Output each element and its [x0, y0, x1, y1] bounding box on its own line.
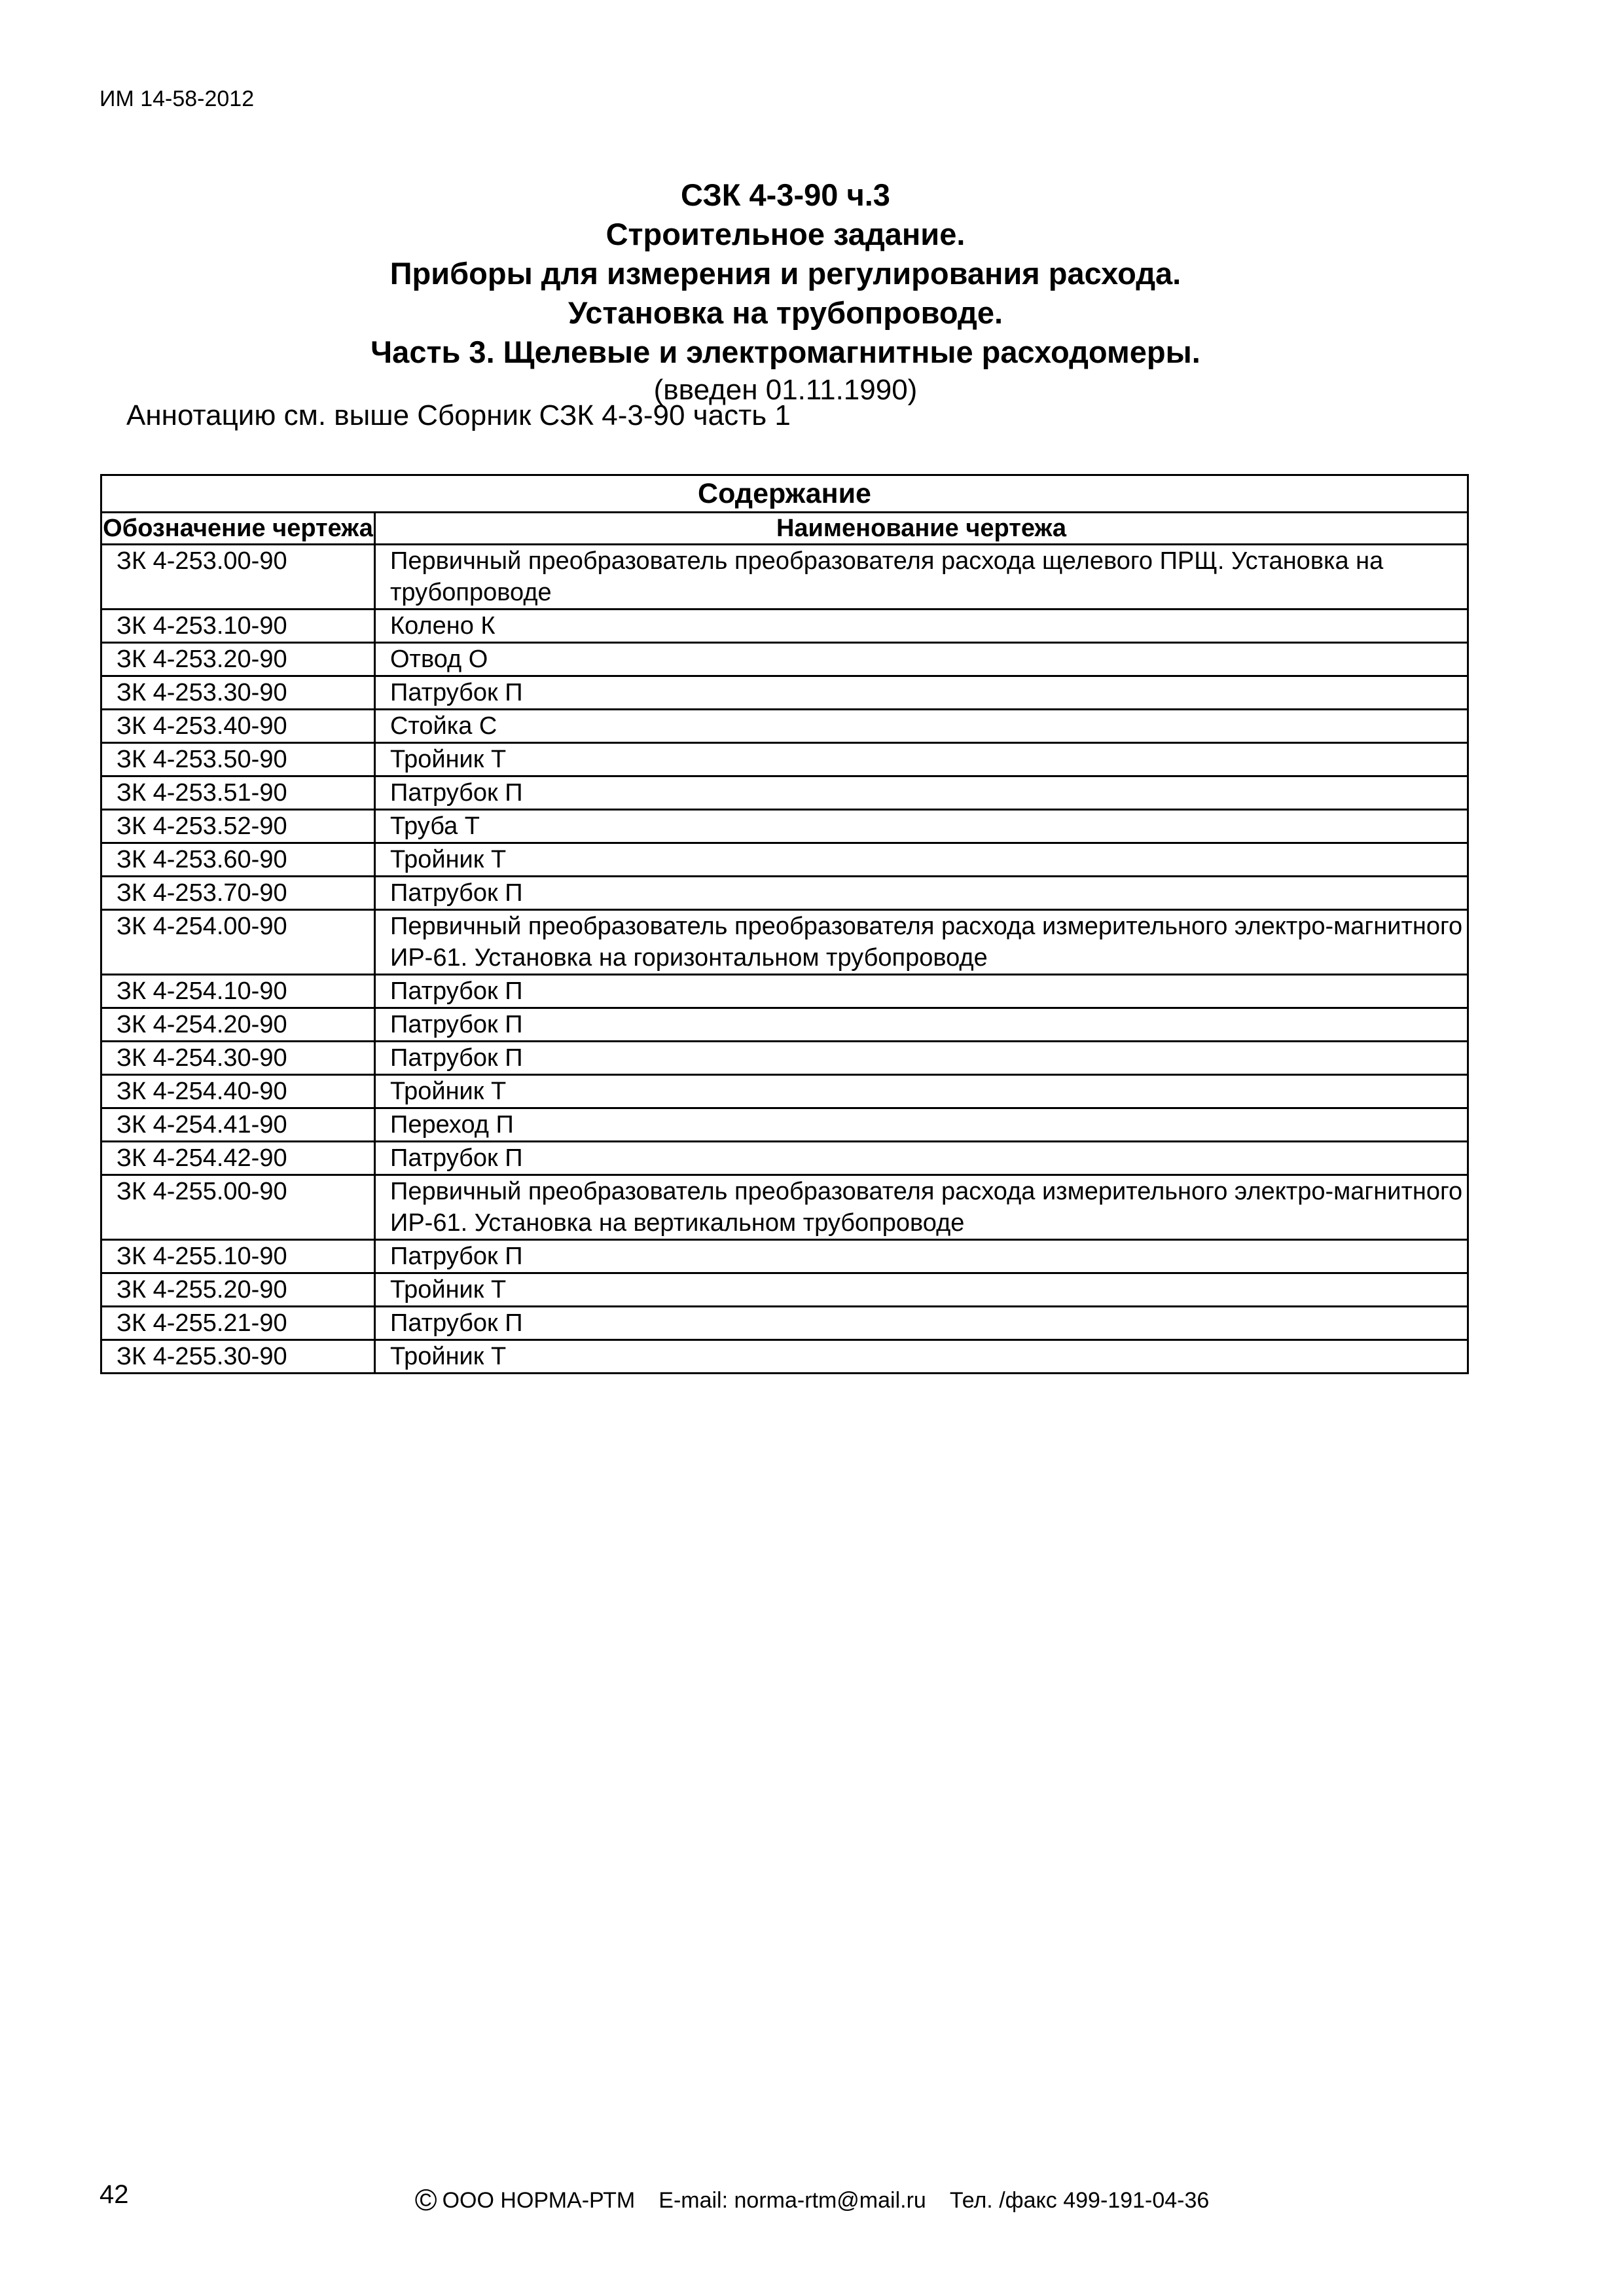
contents-header-row	[101, 513, 1468, 545]
table-row	[101, 776, 1468, 810]
table-row	[101, 1340, 1468, 1374]
drawing-name-cell: Колено К	[375, 610, 1468, 643]
drawing-name-cell: Патрубок П	[375, 1042, 1468, 1075]
table-row	[101, 545, 1468, 610]
drawing-name-cell: Патрубок П	[375, 1142, 1468, 1175]
drawing-code-cell: ЗК 4-253.52-90	[101, 810, 375, 843]
page-number: 42	[99, 2180, 129, 2209]
drawing-name-cell: Переход П	[375, 1108, 1468, 1142]
contents-caption: Содержание	[101, 475, 1468, 513]
drawing-code-cell: ЗК 4-253.40-90	[101, 710, 375, 743]
drawing-code-cell: ЗК 4-254.20-90	[101, 1008, 375, 1042]
drawing-name-cell: Патрубок П	[375, 877, 1468, 910]
drawing-code-cell: ЗК 4-253.50-90	[101, 743, 375, 776]
drawing-name-cell: Тройник Т	[375, 1075, 1468, 1108]
drawing-name-cell: Первичный преобразователь преобразователя расхода измерительного электро-магнитного ИР-61. Установка на горизонтальном трубопроводе	[375, 910, 1468, 975]
drawing-name-cell: Стойка С	[375, 710, 1468, 743]
annotation-note: Аннотацию см. выше Сборник СЗК 4-3-90 часть 1	[126, 399, 791, 431]
drawing-code-cell: ЗК 4-254.30-90	[101, 1042, 375, 1075]
drawing-code-cell: ЗК 4-253.60-90	[101, 843, 375, 877]
drawing-name-cell: Патрубок П	[375, 676, 1468, 710]
table-row	[101, 975, 1468, 1008]
table-row	[101, 810, 1468, 843]
drawing-name-cell: Патрубок П	[375, 776, 1468, 810]
drawing-code-cell: ЗК 4-253.20-90	[101, 643, 375, 676]
column-header-designation: Обозначение чертежа	[101, 513, 375, 545]
drawing-code-cell: ЗК 4-253.70-90	[101, 877, 375, 910]
table-row	[101, 1075, 1468, 1108]
footer-email: E-mail: norma-rtm@mail.ru	[659, 2188, 926, 2213]
drawing-code-cell: ЗК 4-255.30-90	[101, 1340, 375, 1374]
drawing-code-cell: ЗК 4-254.42-90	[101, 1142, 375, 1175]
title-line-2: Строительное задание.	[605, 217, 965, 251]
table-row	[101, 710, 1468, 743]
table-row	[101, 1008, 1468, 1042]
title-line-3: Приборы для измерения и регулирования расхода.	[389, 256, 1182, 291]
drawing-name-cell: Патрубок П	[375, 975, 1468, 1008]
title-block	[0, 175, 1571, 409]
footer-company: ООО НОРМА-РТМ	[442, 2188, 636, 2213]
drawing-code-cell: ЗК 4-253.30-90	[101, 676, 375, 710]
table-row	[101, 1042, 1468, 1075]
drawing-code-cell: ЗК 4-254.40-90	[101, 1075, 375, 1108]
footer-phone: Тел. /факс 499-191-04-36	[949, 2188, 1210, 2213]
table-row	[101, 743, 1468, 776]
drawing-code-cell: ЗК 4-253.51-90	[101, 776, 375, 810]
drawing-code-cell: ЗК 4-255.21-90	[101, 1307, 375, 1340]
intro-date: (введен 01.11.1990)	[653, 374, 918, 406]
copyright-icon: ©	[414, 2183, 437, 2217]
drawing-code-cell: ЗК 4-253.10-90	[101, 610, 375, 643]
table-row	[101, 1273, 1468, 1307]
table-row	[101, 676, 1468, 710]
drawing-name-cell: Патрубок П	[375, 1307, 1468, 1340]
table-row	[101, 610, 1468, 643]
table-row	[101, 1108, 1468, 1142]
drawing-code-cell: ЗК 4-254.00-90	[101, 910, 375, 975]
title-line-1: СЗК 4-3-90 ч.3	[681, 177, 890, 212]
contents-body	[101, 545, 1468, 1374]
table-row	[101, 1240, 1468, 1273]
table-row	[101, 643, 1468, 676]
drawing-code-cell: ЗК 4-254.10-90	[101, 975, 375, 1008]
drawing-code-cell: ЗК 4-255.00-90	[101, 1175, 375, 1240]
drawing-code-cell: ЗК 4-254.41-90	[101, 1108, 375, 1142]
column-header-name: Наименование чертежа	[375, 513, 1468, 545]
table-row	[101, 877, 1468, 910]
drawing-name-cell: Первичный преобразователь преобразователя расхода измерительного электро-магнитного ИР-61. Установка на вертикальном трубопроводе	[375, 1175, 1468, 1240]
footer	[0, 2182, 1624, 2217]
contents-table	[100, 474, 1469, 1374]
drawing-name-cell: Первичный преобразователь преобразователя расхода щелевого ПРЩ. Установка на трубопроводе	[375, 545, 1468, 610]
table-row	[101, 1307, 1468, 1340]
drawing-name-cell: Тройник Т	[375, 1273, 1468, 1307]
contents-caption-row	[101, 475, 1468, 513]
drawing-code-cell: ЗК 4-255.10-90	[101, 1240, 375, 1273]
drawing-code-cell: ЗК 4-253.00-90	[101, 545, 375, 610]
table-row	[101, 843, 1468, 877]
table-row	[101, 910, 1468, 975]
drawing-name-cell: Отвод О	[375, 643, 1468, 676]
table-row	[101, 1175, 1468, 1240]
drawing-name-cell: Патрубок П	[375, 1240, 1468, 1273]
drawing-name-cell: Тройник Т	[375, 743, 1468, 776]
drawing-name-cell: Труба Т	[375, 810, 1468, 843]
drawing-name-cell: Тройник Т	[375, 843, 1468, 877]
drawing-name-cell: Тройник Т	[375, 1340, 1468, 1374]
drawing-code-cell: ЗК 4-255.20-90	[101, 1273, 375, 1307]
table-row	[101, 1142, 1468, 1175]
title-line-4: Установка на трубопроводе.	[568, 295, 1003, 330]
title-line-5: Часть 3. Щелевые и электромагнитные расходомеры.	[370, 335, 1200, 369]
document-code: ИМ 14-58-2012	[99, 86, 255, 111]
drawing-name-cell: Патрубок П	[375, 1008, 1468, 1042]
